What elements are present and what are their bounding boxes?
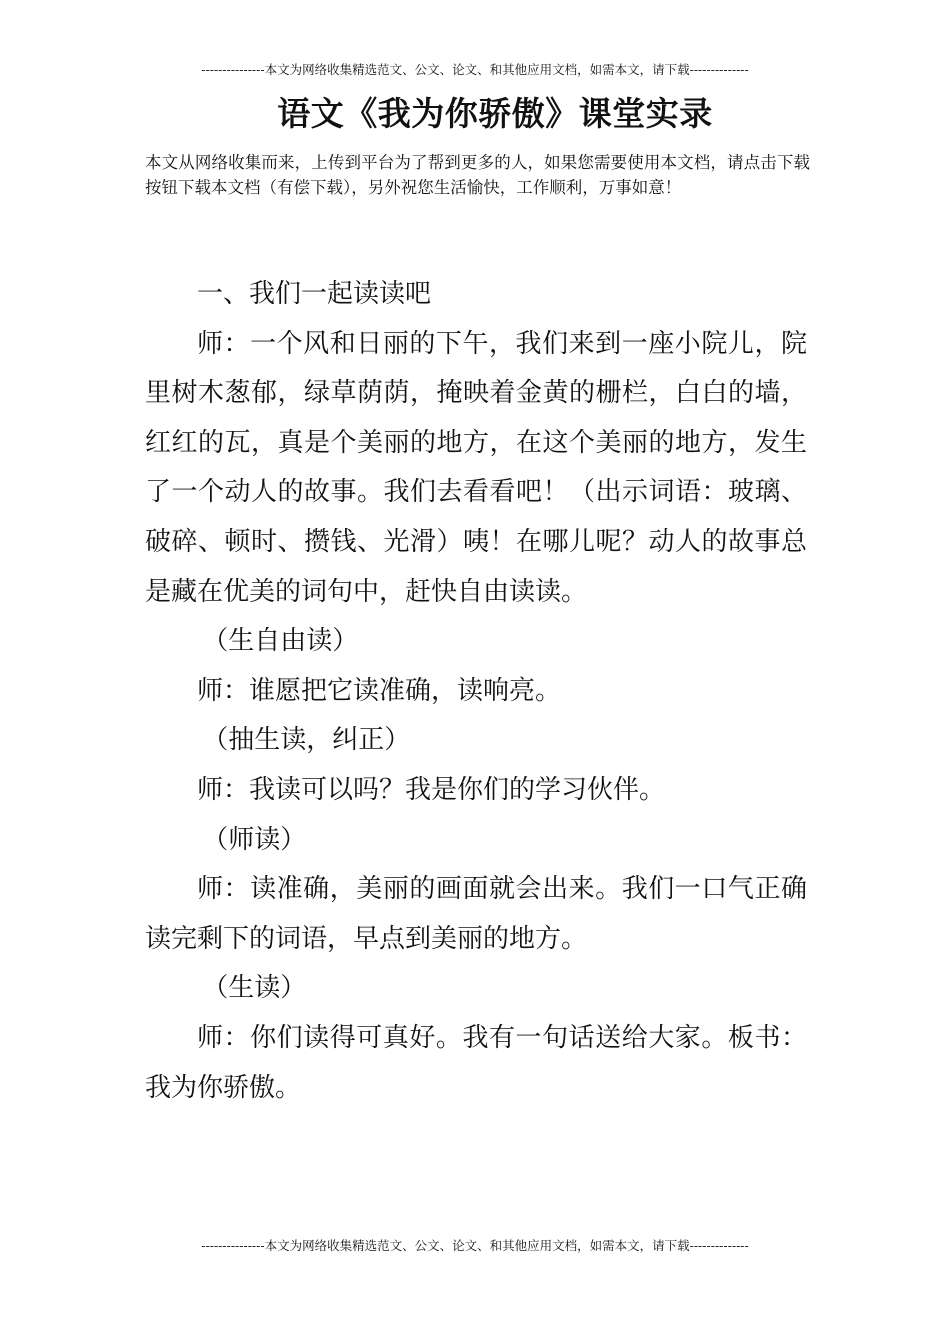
header-banner: ---------------本文为网络收集精选范文、公文、论文、和其他应用文档，如需本文，请下载-------------- (201, 62, 749, 77)
footer-banner: ---------------本文为网络收集精选范文、公文、论文、和其他应用文档，如需本文，请下载-------------- (201, 1238, 749, 1253)
body-paragraph: 师：一个风和日丽的下午，我们来到一座小院儿，院里树木葱郁，绿草荫荫，掩映着金黄的栅栏，白白的墙，红红的瓦，真是个美丽的地方，在这个美丽的地方，发生了一个动人的故事。我们去看看吧！（出示词语：玻璃、破碎、顿时、攒钱、光滑）咦！在哪儿呢？动人的故事总是藏在优美的词句中，赶快自由读读。 (145, 328, 807, 607)
body-paragraph: 师：你们读得可真好。我有一句话送给大家。板书：我为你骄傲。 (145, 1022, 807, 1103)
body-paragraph: 师：谁愿把它读准确，读响亮。 (197, 675, 562, 706)
body-paragraph: 师：我读可以吗？我是你们的学习伙伴。 (197, 774, 666, 805)
stage-direction: （师读） (202, 824, 307, 855)
intro-note: 本文从网络收集而来，上传到平台为了帮到更多的人，如果您需要使用本文档，请点击下载按钮下载本文档（有偿下载），另外祝您生活愉快，工作顺利，万事如意！ (145, 153, 810, 197)
stage-direction: （生读） (202, 973, 307, 1004)
section-heading: 一、我们一起读读吧 (197, 279, 432, 309)
document-body (145, 270, 807, 1113)
document-title: 语文《我为你骄傲》课堂实录 (277, 94, 713, 133)
stage-direction: （生自由读） (202, 626, 359, 657)
body-paragraph: 师：读准确，美丽的画面就会出来。我们一口气正确读完剩下的词语，早点到美丽的地方。 (145, 874, 807, 954)
stage-direction: （抽生读，纠正） (202, 725, 411, 756)
